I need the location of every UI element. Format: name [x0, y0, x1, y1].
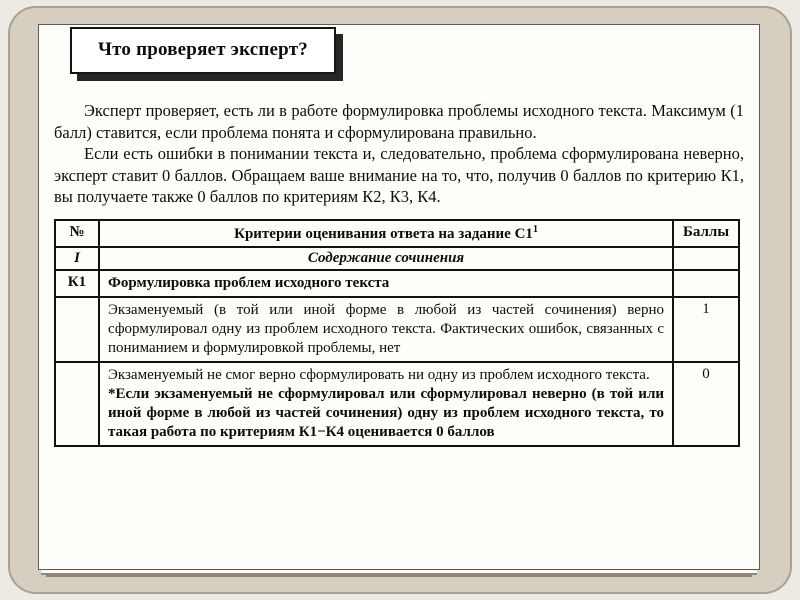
row-score0-criteria	[99, 362, 673, 446]
table-header-row	[55, 220, 739, 247]
row-score0-num	[55, 362, 99, 446]
criteria-regular-text: Экзаменуемый не смог верно сформулировать ни одну из проблем исходного текста.	[108, 366, 650, 383]
table-row	[55, 297, 739, 362]
row-k1-num: К1	[55, 270, 99, 297]
page-title: Что проверяет эксперт?	[98, 39, 308, 60]
paragraph-1: Эксперт проверяет, есть ли в работе формулировка проблемы исходного текста. Максимум (1 балл) ставится, если проблема понята и сформулирована правильно.	[54, 101, 744, 142]
row-section-num: I	[55, 247, 99, 270]
row-k1-points	[673, 270, 739, 297]
footnote-marker: 1	[532, 223, 538, 235]
title-box	[70, 27, 336, 74]
row-score1-num	[55, 297, 99, 362]
row-section-points	[673, 247, 739, 270]
criteria-bold-note: *Если экзаменуемый не сформулировал или сформулировал неверно (в той или иной форме в любой из частей сочинения) одну из проблем исходного текста, то такая работа по критериям К1−К4 оценивается 0 баллов	[108, 385, 664, 440]
criteria-table	[54, 219, 740, 447]
header-criteria: Критерии оценивания ответа на задание $С1^1$	[99, 220, 673, 247]
paragraph-2: Если есть ошибки в понимании текста и, следовательно, проблема сформулирована неверно, эксперт ставит 0 баллов. Обращаем ваше внимание на то, что, получив 0 баллов по критерию К1, вы получаете также 0 баллов по критериям К2, К3, К4.	[54, 144, 744, 206]
header-num: №	[55, 220, 99, 247]
table-row	[55, 270, 739, 297]
table-row	[55, 362, 739, 446]
row-score1-criteria: Экзаменуемый (в той или иной форме в любой из частей сочинения) верно сформулировал одну из проблем исходного текста. Фактических ошибок, связанных с пониманием и формулировкой проблемы, нет	[99, 297, 673, 362]
row-k1-criteria: Формулировка проблем исходного текста	[99, 270, 673, 297]
content-area	[54, 100, 744, 447]
row-score0-points: 0	[673, 362, 739, 446]
table-row	[55, 247, 739, 270]
row-section-criteria: Содержание сочинения	[99, 247, 673, 270]
row-score1-points: 1	[673, 297, 739, 362]
header-points: Баллы	[673, 220, 739, 247]
